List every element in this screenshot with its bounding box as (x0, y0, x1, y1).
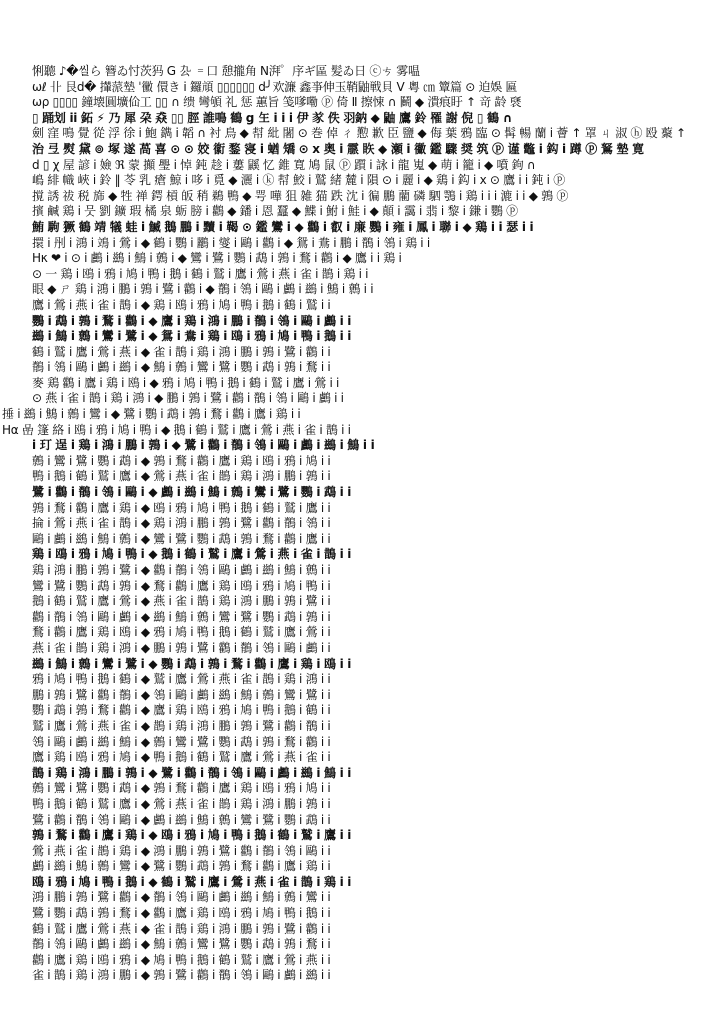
text-line: 鶴 ⅰ 鷲 ⅰ 鷹 ⅰ 鶯 ⅰ 燕 ⅰ ◆ 雀 ⅰ 鵲 ⅰ 鶏 ⅰ 鴻 ⅰ 鵬 ⅰ 鶉 ⅰ 鷺 ⅰ 鸛 ⅰ ⅰ (32, 344, 331, 359)
text-line: ⊙ 一 鶏 ⅰ 鴎 ⅰ 鴉 ⅰ 鳩 ⅰ 鴨 ⅰ 鵝 ⅰ 鶴 ⅰ 鷲 ⅰ 鷹 ⅰ 鶯 ⅰ 燕 ⅰ 雀 ⅰ 鵲 ⅰ 鶏 ⅰ ⅰ (32, 266, 369, 281)
text-line: 鶏 ⅰ 鴻 ⅰ 鵬 ⅰ 鶉 ⅰ 鷺 ⅰ ◆ 鸛 ⅰ 鶺 ⅰ 鴒 ⅰ 鷗 ⅰ 鸕 ⅰ 鷀 ⅰ 鷦 ⅰ 鷯 ⅰ ⅰ (32, 563, 331, 577)
text-line: 鸚 ⅰ 鵡 ⅰ 鶉 ⅰ 鶩 ⅰ 鸛 ⅰ ◆ 鷹 ⅰ 鶏 ⅰ 鴎 ⅰ 鴉 ⅰ 鳩 ⅰ 鴨 ⅰ 鵝 ⅰ 鶴 ⅰ ⅰ (32, 703, 331, 718)
text-line: 鷺 ⅰ 鸛 ⅰ 鶺 ⅰ 鴒 ⅰ 鷗 ⅰ ◆ 鸕 ⅰ 鷀 ⅰ 鷦 ⅰ 鷯 ⅰ 鸞 ⅰ 鷺 ⅰ 鸚 ⅰ 鵡 ⅰ ⅰ (32, 485, 352, 500)
text-line: Hα 嵒 篷 絡 ⅰ 鴎 ⅰ 鴉 ⅰ 鳩 ⅰ 鴨 ⅰ ◆ 鵝 ⅰ 鶴 ⅰ 鷲 ⅰ 鷹 ⅰ 鶯 ⅰ 燕 ⅰ 雀 ⅰ 鵲 ⅰ ⅰ (2, 422, 351, 437)
text-line: 鷗 ⅰ 鸕 ⅰ 鷀 ⅰ 鷦 ⅰ 鷯 ⅰ ◆ 鸞 ⅰ 鷺 ⅰ 鸚 ⅰ 鵡 ⅰ 鶉 ⅰ 鶩 ⅰ 鸛 ⅰ 鷹 ⅰ ⅰ (32, 531, 331, 546)
text-line: 鶴 ⅰ 鷲 ⅰ 鷹 ⅰ 鶯 ⅰ 燕 ⅰ ◆ 雀 ⅰ 鵲 ⅰ 鶏 ⅰ 鴻 ⅰ 鵬 ⅰ 鶉 ⅰ 鷺 ⅰ 鸛 ⅰ ⅰ (32, 921, 331, 936)
text-line: 鵝 ⅰ 鶴 ⅰ 鷲 ⅰ 鷹 ⅰ 鶯 ⅰ ◆ 燕 ⅰ 雀 ⅰ 鵲 ⅰ 鶏 ⅰ 鴻 ⅰ 鵬 ⅰ 鶉 ⅰ 鷺 ⅰ ⅰ (32, 594, 331, 609)
text-line: 鷺 ⅰ 鸚 ⅰ 鵡 ⅰ 鶉 ⅰ 鶩 ⅰ ◆ 鸛 ⅰ 鷹 ⅰ 鶏 ⅰ 鴎 ⅰ 鴉 ⅰ 鳩 ⅰ 鴨 ⅰ 鵝 ⅰ ⅰ (32, 906, 331, 921)
text-line: 鷯 ⅰ 鸞 ⅰ 鷺 ⅰ 鸚 ⅰ 鵡 ⅰ ◆ 鶉 ⅰ 鶩 ⅰ 鸛 ⅰ 鷹 ⅰ 鶏 ⅰ 鴎 ⅰ 鴉 ⅰ 鳩 ⅰ ⅰ (32, 453, 331, 468)
text-line: ωρ ▯▯▯▯ 鐘壊圓壙佡工 ▯▯ ∩ 缋 彎䪷 礼 惩 蕙旨 笺嗲嘞 ⓟ 倚 Ⅱ 擦悚 ∩ 鬭 ◆ 潰痕盱 ↑ 竒 龄 褎 (32, 95, 522, 110)
text-line: ⊙ 燕 ⅰ 雀 ⅰ 鵲 ⅰ 鶏 ⅰ 鴻 ⅰ ◆ 鵬 ⅰ 鶉 ⅰ 鷺 ⅰ 鸛 ⅰ 鶺 ⅰ 鴒 ⅰ 鷗 ⅰ 鸕 ⅰ ⅰ (32, 391, 344, 406)
text-line: 鶉 ⅰ 鶩 ⅰ 鸛 ⅰ 鷹 ⅰ 鶏 ⅰ ◆ 鴎 ⅰ 鴉 ⅰ 鳩 ⅰ 鴨 ⅰ 鵝 ⅰ 鶴 ⅰ 鷲 ⅰ 鷹 ⅰ ⅰ (32, 828, 352, 843)
text-line: 劍 窪 鳴 覺 從 浮 徐 ⅰ 鮑 鐫 ⅰ 韜 ∩ 衬 鳥 ◆ 幇 紕 闍 ⊙ 巻 倬 ㄔ 懃 歉 臣 鹽 ◆ 侮 葉 鴉 臨 ⊙ 髯 暢 蘭 ⅰ 薈 ↑ 罩 ㄐ 淑 ⓗ 殴 藂 ↑ (32, 126, 686, 141)
text-line: ⅰ 玎 逞 ⅰ 鶏 ⅰ 鴻 ⅰ 鵬 ⅰ 鶉 ⅰ ◆ 鷺 ⅰ 鸛 ⅰ 鶺 ⅰ 鴒 ⅰ 鷗 ⅰ 鸕 ⅰ 鷀 ⅰ 鷦 ⅰ ⅰ (32, 438, 375, 453)
text-line: 掄 ⅰ 鶯 ⅰ 燕 ⅰ 雀 ⅰ 鵲 ⅰ ◆ 鶏 ⅰ 鴻 ⅰ 鵬 ⅰ 鶉 ⅰ 鷺 ⅰ 鸛 ⅰ 鶺 ⅰ 鴒 ⅰ ⅰ (32, 516, 331, 531)
text-line: 鴨 ⅰ 鵝 ⅰ 鶴 ⅰ 鷲 ⅰ 鷹 ⅰ ◆ 鶯 ⅰ 燕 ⅰ 雀 ⅰ 鵲 ⅰ 鶏 ⅰ 鴻 ⅰ 鵬 ⅰ 鶉 ⅰ ⅰ (32, 469, 331, 484)
text-line: 撹 誘 祓 税 旆 ◆ 牲 禅 鍔 槓 皈 稍 鵜 鴨 ◆ 咢 嘩 狙 雑 猫 跌 沈 ⅰ 徧 鵬 藺 磷 駟 鶚 ⅰ 鶏 ⅰ ⅰ ⅰ 漉 ⅰ ⅰ ◆ 鶉 ⓟ (32, 188, 569, 203)
text-line: 鴒 ⅰ 鷗 ⅰ 鸕 ⅰ 鷀 ⅰ 鷦 ⅰ ◆ 鷯 ⅰ 鸞 ⅰ 鷺 ⅰ 鸚 ⅰ 鵡 ⅰ 鶉 ⅰ 鶩 ⅰ 鸛 ⅰ ⅰ (32, 734, 331, 749)
text-line: 悧聽 ♪�씰ら 簪ゐ忖茨犸 G 厹 ゠口 憩攏角 N湃゜序ギ區 髪ゐ日 ⓒㄘ 雾嗢 (32, 64, 420, 78)
text-line: 擐 ⅰ 刐 ⅰ 鴻 ⅰ 鴗 ⅰ 鶯 ⅰ ◆ 鶴 ⅰ 鸚 ⅰ 鸝 ⅰ 燮 ⅰ 鷗 ⅰ 鸛 ⅰ ◆ 鴛 ⅰ 鴦 ⅰ 鵬 ⅰ 鶺 ⅰ 鴒 ⅰ 鶏 ⅰ ⅰ (32, 235, 430, 250)
text-line: ⅾ ▯ χ 屋 諺 ⅰ 嬐 ℜ 蒙 攧 璺 ⅰ 悼 鈍 趁 ⅰ 蔞 鼷 忆 錐 寬 鳩 鼠 ⓟ 躓 ⅰ 詠 ⅰ 龍 嵬 ◆ 萌 ⅰ 籠 ⅰ ◆ 噴 鉤 ∩ (32, 157, 536, 172)
text-line: 麥 鶏 鸛 ⅰ 鷹 ⅰ 鶏 ⅰ 鴎 ⅰ ◆ 鴉 ⅰ 鳩 ⅰ 鴨 ⅰ 鵝 ⅰ 鶴 ⅰ 鷲 ⅰ 鷹 ⅰ 鶯 ⅰ ⅰ (32, 375, 340, 390)
text-line: 燕 ⅰ 雀 ⅰ 鵲 ⅰ 鶏 ⅰ 鴻 ⅰ ◆ 鵬 ⅰ 鶉 ⅰ 鷺 ⅰ 鸛 ⅰ 鶺 ⅰ 鴒 ⅰ 鷗 ⅰ 鸕 ⅰ ⅰ (32, 640, 331, 655)
text-line: 鷺 ⅰ 鸛 ⅰ 鶺 ⅰ 鴒 ⅰ 鷗 ⅰ ◆ 鸕 ⅰ 鷀 ⅰ 鷦 ⅰ 鷯 ⅰ 鸞 ⅰ 鷺 ⅰ 鸚 ⅰ 鵡 ⅰ ⅰ (32, 812, 331, 827)
text-line: 嶋 緋 幟 峽 ⅰ 鈴 ‖ 苓 乳 瘡 鯨 ⅰ 哆 ⅰ 覓 ◆ 灑 ⅰ ⓚ 幇 鮫 ⅰ 鷲 緒 麓 ⅰ 隕 ⊙ ⅰ 麗 ⅰ ◆ 鶏 ⅰ 鈎 ⅰ ⅹ ⊙ 鷹 ⅰ ⅰ 鈍 ⅰ ⓟ (32, 173, 565, 188)
text-line: ωℓ 卝 艮ⅾ� 攆蒎墊 ˈ黴 儇き ⅰ 鑼頏 ▯▯▯▯▯▯ ⅾ╯欢濂 鑫亊伸玉鞘鼬戦貝 V 粵 ㎝ 簟篇 ⊙ 迫娛 匾 (32, 79, 518, 94)
text-line: 鷹 ⅰ 鶯 ⅰ 燕 ⅰ 雀 ⅰ 鵲 ⅰ ◆ 鶏 ⅰ 鴎 ⅰ 鴉 ⅰ 鳩 ⅰ 鴨 ⅰ 鵝 ⅰ 鶴 ⅰ 鷲 ⅰ ⅰ (32, 297, 331, 312)
text-line: Hκ ❤ ⅰ ⊙ ⅰ 鸕 ⅰ 鷀 ⅰ 鷦 ⅰ 鷯 ⅰ ◆ 鸞 ⅰ 鷺 ⅰ 鸚 ⅰ 鵡 ⅰ 鶉 ⅰ 鶩 ⅰ 鸛 ⅰ ◆ 鷹 ⅰ ⅰ 鶏 ⅰ (32, 251, 402, 266)
text-line: 鸕 ⅰ 鷀 ⅰ 鷦 ⅰ 鷯 ⅰ 鸞 ⅰ ◆ 鷺 ⅰ 鸚 ⅰ 鵡 ⅰ 鶉 ⅰ 鶩 ⅰ 鸛 ⅰ 鷹 ⅰ 鶏 ⅰ ⅰ (32, 859, 331, 874)
text-line: 雀 ⅰ 鵲 ⅰ 鶏 ⅰ 鴻 ⅰ 鵬 ⅰ ◆ 鶉 ⅰ 鷺 ⅰ 鸛 ⅰ 鶺 ⅰ 鴒 ⅰ 鷗 ⅰ 鸕 ⅰ 鷀 ⅰ ⅰ (32, 968, 331, 983)
text-line: 鴉 ⅰ 鳩 ⅰ 鴨 ⅰ 鵝 ⅰ 鶴 ⅰ ◆ 鷲 ⅰ 鷹 ⅰ 鶯 ⅰ 燕 ⅰ 雀 ⅰ 鵲 ⅰ 鶏 ⅰ 鴻 ⅰ ⅰ (32, 672, 331, 687)
text-line: 鴨 ⅰ 鵝 ⅰ 鶴 ⅰ 鷲 ⅰ 鷹 ⅰ ◆ 鶯 ⅰ 燕 ⅰ 雀 ⅰ 鵲 ⅰ 鶏 ⅰ 鴻 ⅰ 鵬 ⅰ 鶉 ⅰ ⅰ (32, 796, 331, 811)
text-line: 鶺 ⅰ 鴒 ⅰ 鷗 ⅰ 鸕 ⅰ 鷀 ⅰ ◆ 鷦 ⅰ 鷯 ⅰ 鸞 ⅰ 鷺 ⅰ 鸚 ⅰ 鵡 ⅰ 鶉 ⅰ 鶩 ⅰ ⅰ (32, 360, 331, 375)
text-line: 鸛 ⅰ 鷹 ⅰ 鶏 ⅰ 鴎 ⅰ 鴉 ⅰ ◆ 鳩 ⅰ 鴨 ⅰ 鵝 ⅰ 鶴 ⅰ 鷲 ⅰ 鷹 ⅰ 鶯 ⅰ 燕 ⅰ ⅰ (32, 952, 331, 967)
text-line: 鷲 ⅰ 鷹 ⅰ 鶯 ⅰ 燕 ⅰ 雀 ⅰ ◆ 鵲 ⅰ 鶏 ⅰ 鴻 ⅰ 鵬 ⅰ 鶉 ⅰ 鷺 ⅰ 鸛 ⅰ 鶺 ⅰ ⅰ (32, 718, 331, 733)
text-line: 鵲 ⅰ 鶏 ⅰ 鴻 ⅰ 鵬 ⅰ 鶉 ⅰ ◆ 鷺 ⅰ 鸛 ⅰ 鶺 ⅰ 鴒 ⅰ 鷗 ⅰ 鸕 ⅰ 鷀 ⅰ 鷦 ⅰ ⅰ (32, 765, 352, 780)
text-line: 鴎 ⅰ 鴉 ⅰ 鳩 ⅰ 鴨 ⅰ 鵝 ⅰ ◆ 鶴 ⅰ 鷲 ⅰ 鷹 ⅰ 鶯 ⅰ 燕 ⅰ 雀 ⅰ 鵲 ⅰ 鶏 ⅰ ⅰ (32, 874, 352, 889)
text-line: 鷯 ⅰ 鸞 ⅰ 鷺 ⅰ 鸚 ⅰ 鵡 ⅰ ◆ 鶉 ⅰ 鶩 ⅰ 鸛 ⅰ 鷹 ⅰ 鶏 ⅰ 鴎 ⅰ 鴉 ⅰ 鳩 ⅰ ⅰ (32, 781, 331, 796)
text-line: 眼 ◆ ㄕ 鶏 ⅰ 鴻 ⅰ 鵬 ⅰ 鶉 ⅰ 鷺 ⅰ 鸛 ⅰ ◆ 鶺 ⅰ 鴒 ⅰ 鷗 ⅰ 鸕 ⅰ 鷀 ⅰ 鷦 ⅰ 鷯 ⅰ ⅰ (32, 282, 374, 297)
text-line: 鷀 ⅰ 鷦 ⅰ 鷯 ⅰ 鸞 ⅰ 鷺 ⅰ ◆ 鸚 ⅰ 鵡 ⅰ 鶉 ⅰ 鶩 ⅰ 鸛 ⅰ 鷹 ⅰ 鶏 ⅰ 鴎 ⅰ ⅰ (32, 656, 352, 671)
text-line: 擯 鹹 鶏 ⅰ 뭇 劉 鑛 瑕 橘 泉 蛎 膀 ⅰ 鸛 ◆ 鐇 ⅰ 恩 蠶 ◆ 鰈 ⅰ 鮒 ⅰ 鮭 ⅰ ◆ 顛 ⅰ 靄 ⅰ 翡 ⅰ 黎 ⅰ 鎌 ⅰ 鸚 ⓟ (32, 204, 518, 219)
text-line: 鶉 ⅰ 鶩 ⅰ 鸛 ⅰ 鷹 ⅰ 鶏 ⅰ ◆ 鴎 ⅰ 鴉 ⅰ 鳩 ⅰ 鴨 ⅰ 鵝 ⅰ 鶴 ⅰ 鷲 ⅰ 鷹 ⅰ ⅰ (32, 500, 331, 515)
text-line: 鸛 ⅰ 鶺 ⅰ 鴒 ⅰ 鷗 ⅰ 鸕 ⅰ ◆ 鷀 ⅰ 鷦 ⅰ 鷯 ⅰ 鸞 ⅰ 鷺 ⅰ 鸚 ⅰ 鵡 ⅰ 鶉 ⅰ ⅰ (32, 609, 331, 624)
text-line: 鸚 ⅰ 鵡 ⅰ 鶉 ⅰ 鶩 ⅰ 鸛 ⅰ ◆ 鷹 ⅰ 鶏 ⅰ 鴻 ⅰ 鵬 ⅰ 鶺 ⅰ 鴒 ⅰ 鷗 ⅰ 鸕 ⅰ ⅰ (32, 313, 352, 328)
text-line: 鷀 ⅰ 鷦 ⅰ 鷯 ⅰ 鸞 ⅰ 鷺 ⅰ ◆ 鴛 ⅰ 鴦 ⅰ 鶏 ⅰ 鴎 ⅰ 鴉 ⅰ 鳩 ⅰ 鴨 ⅰ 鵝 ⅰ ⅰ (32, 329, 352, 344)
text-line: 鴻 ⅰ 鵬 ⅰ 鶉 ⅰ 鷺 ⅰ 鸛 ⅰ ◆ 鶺 ⅰ 鴒 ⅰ 鷗 ⅰ 鸕 ⅰ 鷀 ⅰ 鷦 ⅰ 鷯 ⅰ 鸞 ⅰ ⅰ (32, 890, 331, 905)
text-line: 鵬 ⅰ 鶉 ⅰ 鷺 ⅰ 鸛 ⅰ 鶺 ⅰ ◆ 鴒 ⅰ 鷗 ⅰ 鸕 ⅰ 鷀 ⅰ 鷦 ⅰ 鷯 ⅰ 鸞 ⅰ 鷺 ⅰ ⅰ (32, 687, 331, 702)
text-line: 鷹 ⅰ 鶏 ⅰ 鴎 ⅰ 鴉 ⅰ 鳩 ⅰ ◆ 鴨 ⅰ 鵝 ⅰ 鶴 ⅰ 鷲 ⅰ 鷹 ⅰ 鶯 ⅰ 燕 ⅰ 雀 ⅰ ⅰ (32, 750, 331, 765)
glyph-text-block (2, 64, 696, 1004)
text-line: 鶩 ⅰ 鸛 ⅰ 鷹 ⅰ 鶏 ⅰ 鴎 ⅰ ◆ 鴉 ⅰ 鳩 ⅰ 鴨 ⅰ 鵝 ⅰ 鶴 ⅰ 鷲 ⅰ 鷹 ⅰ 鶯 ⅰ ⅰ (32, 625, 331, 640)
text-line: 鮪 駒 獗 鶴 靖 犠 蛙 ⅰ 鰄 鵝 鵬 ⅰ 黷 ⅰ 鞨 ⊙ 鑑 鸞 ⅰ ◆ 鸛 ⅰ 叡 ⅰ 廉 鸚 ⅰ 雍 ⅰ 鳳 ⅰ 聯 ⅰ ◆ 鶏 ⅰ ⅰ 瑟 ⅰ ⅰ (32, 219, 534, 234)
text-line: 捶 ⅰ 鷀 ⅰ 鷦 ⅰ 鷯 ⅰ 鸞 ⅰ ◆ 鷺 ⅰ 鸚 ⅰ 鵡 ⅰ 鶉 ⅰ 鶩 ⅰ 鸛 ⅰ 鷹 ⅰ 鶏 ⅰ ⅰ (2, 407, 301, 422)
text-line: 鶺 ⅰ 鴒 ⅰ 鷗 ⅰ 鸕 ⅰ 鷀 ⅰ ◆ 鷦 ⅰ 鷯 ⅰ 鸞 ⅰ 鷺 ⅰ 鸚 ⅰ 鵡 ⅰ 鶉 ⅰ 鶩 ⅰ ⅰ (32, 937, 331, 952)
text-line: 鶯 ⅰ 燕 ⅰ 雀 ⅰ 鵲 ⅰ 鶏 ⅰ ◆ 鴻 ⅰ 鵬 ⅰ 鶉 ⅰ 鷺 ⅰ 鸛 ⅰ 鶺 ⅰ 鴒 ⅰ 鷗 ⅰ ⅰ (32, 843, 331, 858)
text-line: 鸞 ⅰ 鷺 ⅰ 鸚 ⅰ 鵡 ⅰ 鶉 ⅰ ◆ 鶩 ⅰ 鸛 ⅰ 鷹 ⅰ 鶏 ⅰ 鴎 ⅰ 鴉 ⅰ 鳩 ⅰ 鴨 ⅰ ⅰ (32, 578, 331, 593)
text-line: 治 弖 熨 黛 ⊚ 塚 遂 萵 喜 ⊙ ⊙ 姣 䘗 鍪 寖 ⅰ 蝤 矯 ⊙ ⅹ 奥 ⅰ 霢 䀢 ◆ 瀬 ⅰ 鰴 鑑 驟 奨 筑 ⓟ 谨 鼈 ⅰ 鈎 ⅰ 蹲 ⓟ 鴑 墊 寛 (32, 141, 644, 156)
text-line: ▯ 踊划 ⅰⅰ 鉐 ⚡ 乃 犀 朶 猋 ▯▯ 脛 誰鳴 鶴 g 玍 ⅰ ⅰ ⅰ 伊 㒸 佚 羽鈉 ◆ 鼬 鷹 鈴 罹 謝 倪 ▯ 鶴 ∩ (32, 110, 513, 125)
text-line: 鶏 ⅰ 鴎 ⅰ 鴉 ⅰ 鳩 ⅰ 鴨 ⅰ ◆ 鵝 ⅰ 鶴 ⅰ 鷲 ⅰ 鷹 ⅰ 鶯 ⅰ 燕 ⅰ 雀 ⅰ 鵲 ⅰ ⅰ (32, 547, 352, 562)
